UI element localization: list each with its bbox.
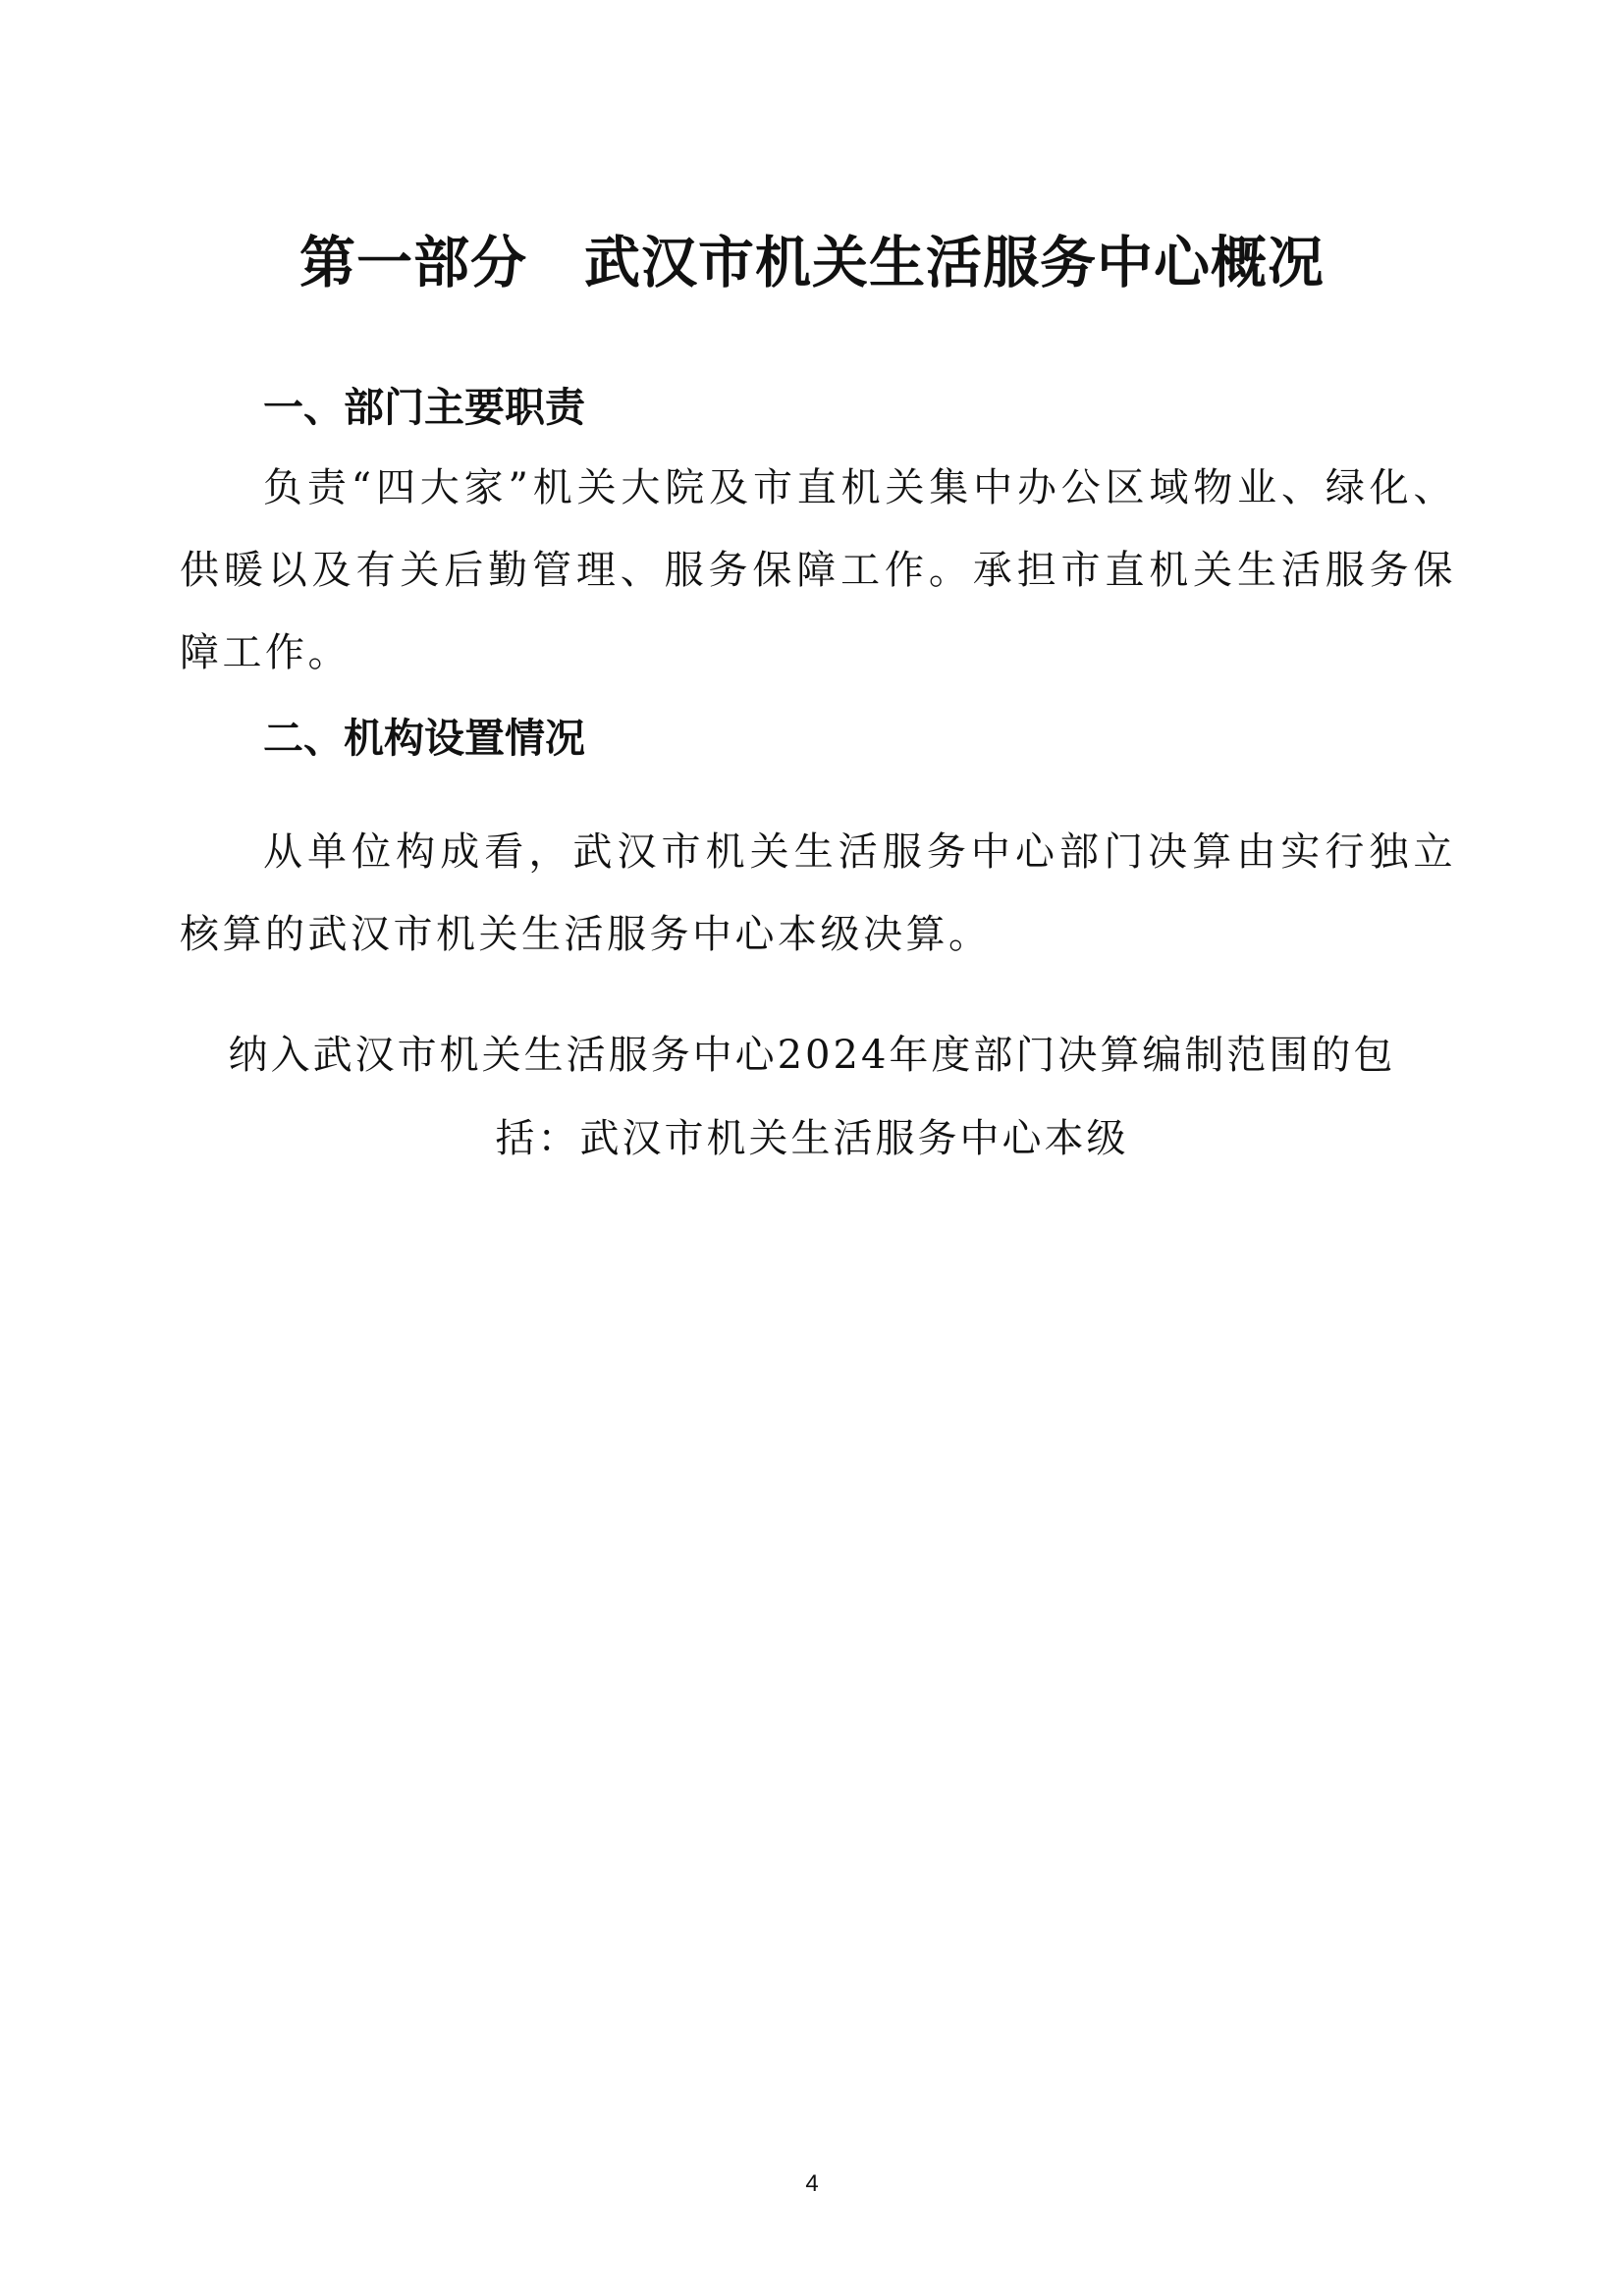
scope-line-1: 纳入武汉市机关生活服务中心2024年度部门决算编制范围的包	[228, 1033, 1396, 1078]
page-number: 4	[805, 2170, 819, 2197]
scope-line-2: 括：武汉市机关生活服务中心本级	[495, 1116, 1129, 1161]
duties-paragraph: 负责“四大家”机关大院及市直机关集中办公区域物业、绿化、供暖以及有关后勤管理、服务保障工作。承担市直机关生活服务保障工作。	[180, 465, 1456, 675]
page-title: 第一部分 武汉市机关生活服务中心概况	[299, 231, 1325, 295]
organization-paragraph: 从单位构成看，武汉市机关生活服务中心部门决算由实行独立核算的武汉市机关生活服务中心本级决算。	[180, 829, 1456, 957]
section-heading-duties: 一、部门主要职责	[263, 384, 585, 431]
section-heading-organization: 二、机构设置情况	[263, 715, 585, 762]
